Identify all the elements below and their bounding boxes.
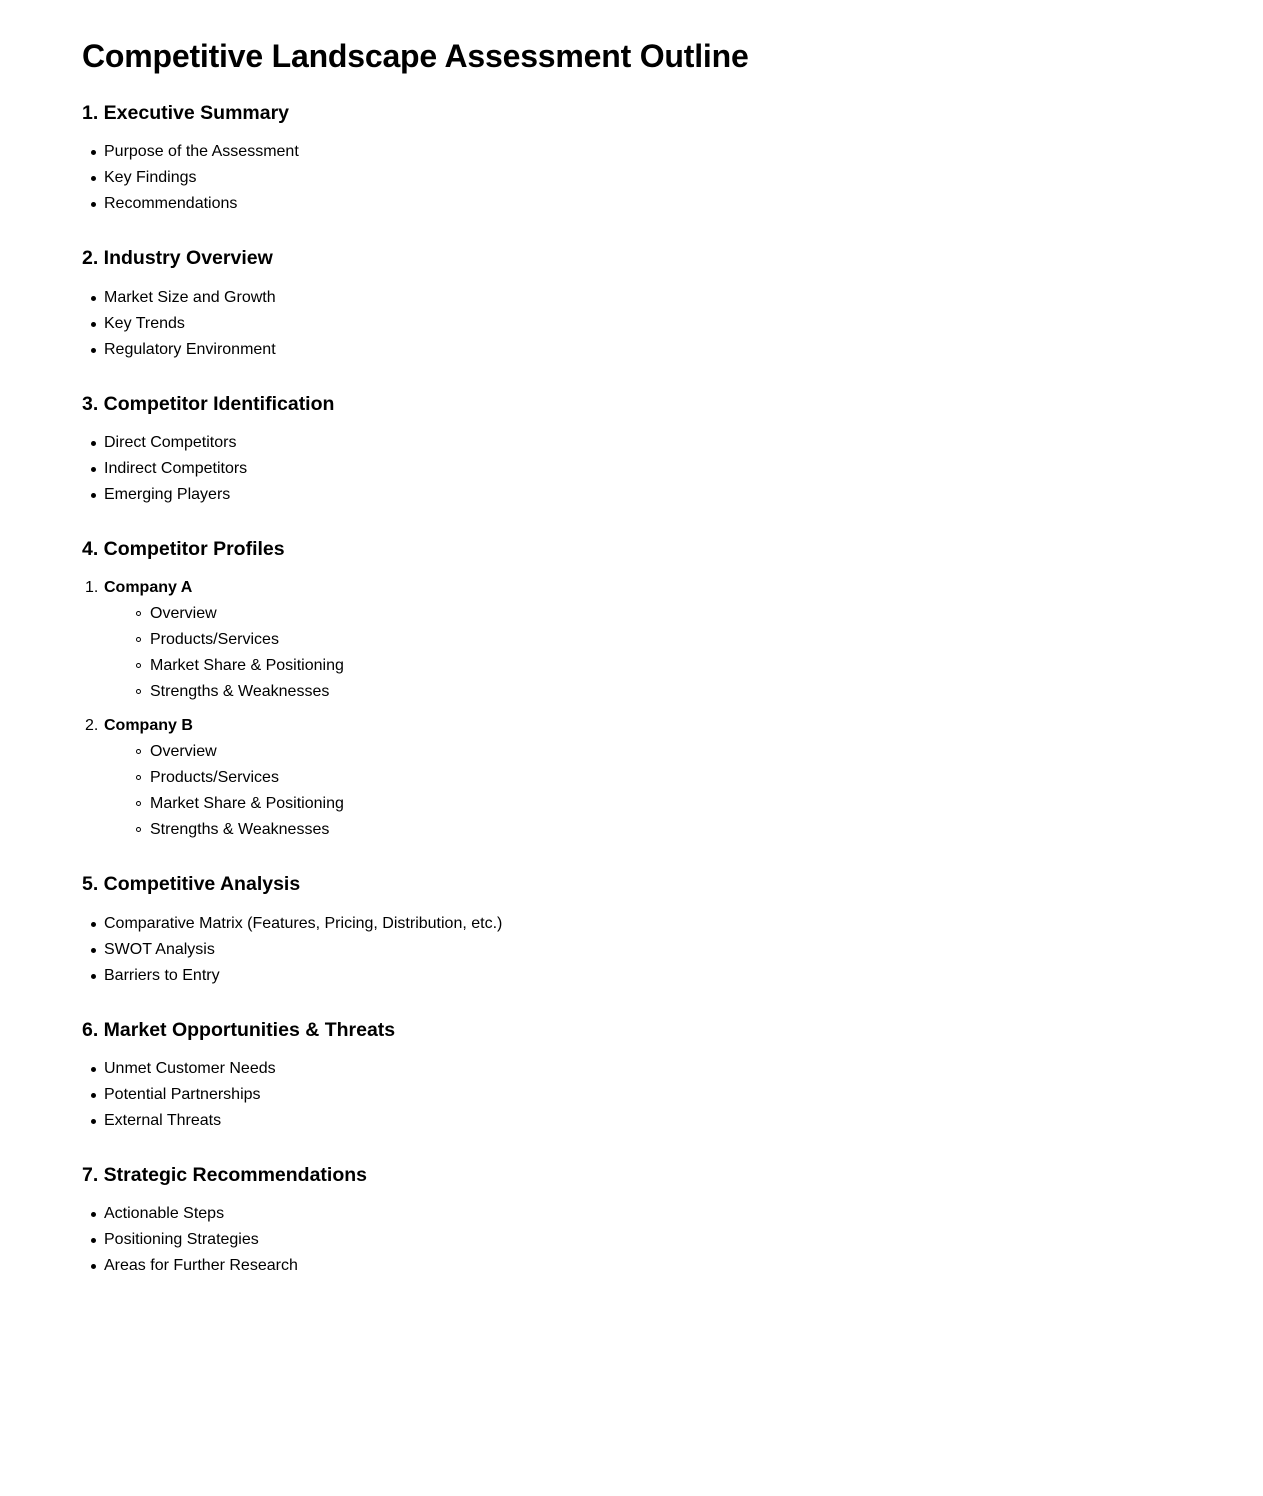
outline-section [82,247,1181,362]
section-bullet-list [82,139,1181,217]
company-detail-list [104,601,1181,705]
document-body [82,38,1181,1279]
list-item: External Threats [82,1108,1181,1134]
list-item: Market Share & Positioning [128,653,1181,679]
outline-section [82,1019,1181,1134]
outline-sections [82,102,1181,1280]
list-item [82,713,1181,843]
outline-section [82,538,1181,843]
section-bullet-list [82,430,1181,508]
outline-section [82,393,1181,508]
section-heading: 5. Competitive Analysis [82,873,301,896]
section-bullet-list [82,911,1181,989]
section-heading: 1. Executive Summary [82,101,290,124]
list-item: Potential Partnerships [82,1082,1181,1108]
list-item: Products/Services [128,627,1181,653]
page-title: Competitive Landscape Assessment Outline [82,38,749,74]
company-detail-list [104,739,1181,843]
list-item: Market Size and Growth [82,285,1181,311]
competitor-list [82,575,1181,843]
list-item: Key Trends [82,311,1181,337]
list-item: Overview [128,601,1181,627]
list-item [82,575,1181,705]
list-item: Recommendations [82,191,1181,217]
list-item: Direct Competitors [82,430,1181,456]
list-item: Positioning Strategies [82,1227,1181,1253]
section-bullet-list [82,285,1181,363]
list-item: Market Share & Positioning [128,791,1181,817]
section-heading: 4. Competitor Profiles [82,537,285,560]
list-item: Products/Services [128,765,1181,791]
list-item: Actionable Steps [82,1201,1181,1227]
list-item: Unmet Customer Needs [82,1056,1181,1082]
outline-section [82,102,1181,217]
list-item: Regulatory Environment [82,337,1181,363]
list-item: Strengths & Weaknesses [128,817,1181,843]
outline-section [82,1164,1181,1279]
list-item: Barriers to Entry [82,963,1181,989]
section-heading: 3. Competitor Identification [82,392,335,415]
outline-section [82,873,1181,988]
list-item: SWOT Analysis [82,937,1181,963]
section-bullet-list [82,1201,1181,1279]
list-item: Emerging Players [82,482,1181,508]
list-item: Areas for Further Research [82,1253,1181,1279]
list-item: Overview [128,739,1181,765]
company-name: Company A [104,579,193,597]
list-item: Purpose of the Assessment [82,139,1181,165]
company-name: Company B [104,717,193,735]
section-bullet-list [82,1056,1181,1134]
list-item: Indirect Competitors [82,456,1181,482]
section-heading: 6. Market Opportunities & Threats [82,1018,396,1041]
section-heading: 7. Strategic Recommendations [82,1164,367,1187]
section-heading: 2. Industry Overview [82,247,273,270]
list-item: Key Findings [82,165,1181,191]
list-item: Comparative Matrix (Features, Pricing, Distribution, etc.) [82,911,1181,937]
list-item: Strengths & Weaknesses [128,679,1181,705]
